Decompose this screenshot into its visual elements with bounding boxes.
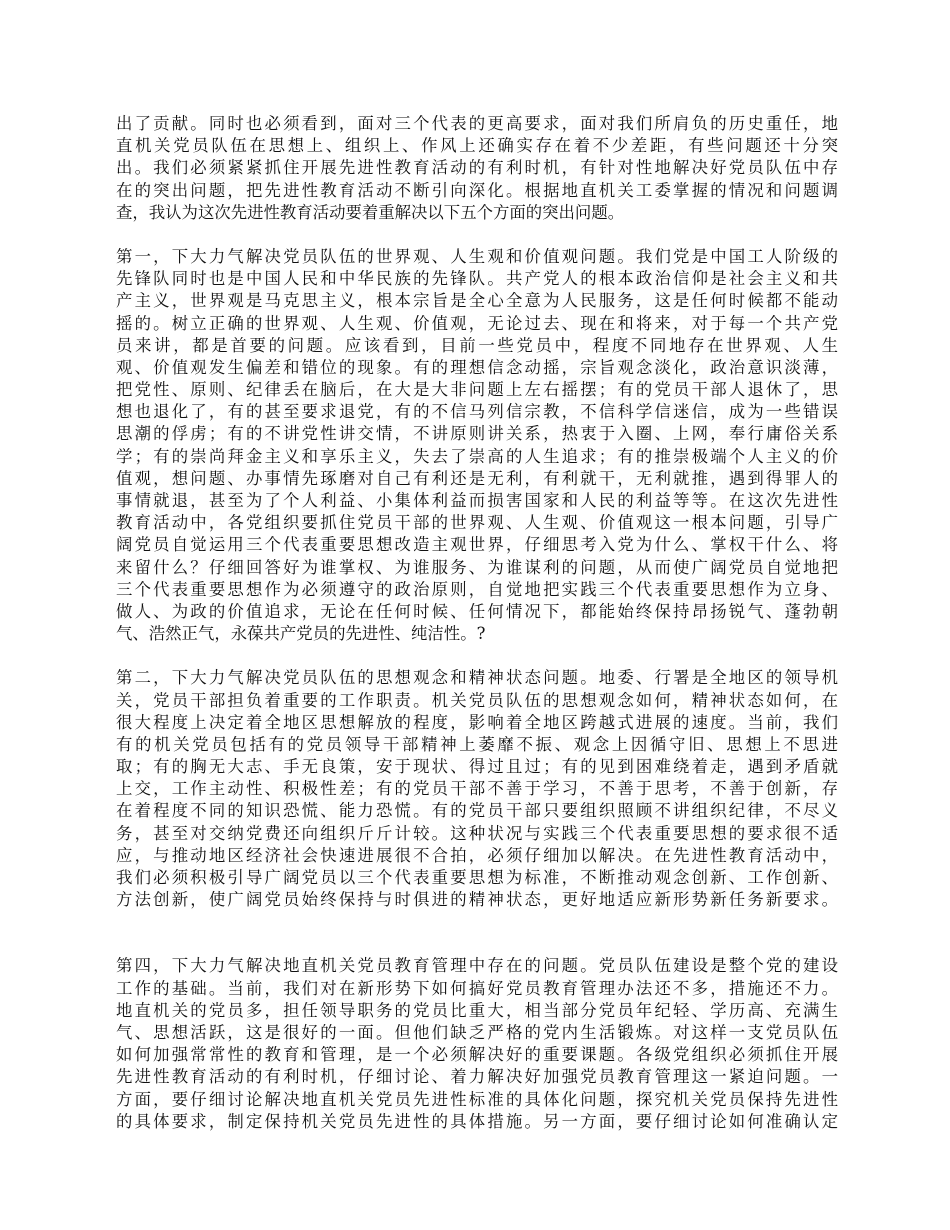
text-line: 方法创新，使广阔党员始终保持与时俱进的精神状态，更好地适应新形势新任务新要求。 <box>116 890 838 910</box>
text-line: 把党性、原则、纪律丢在脑后，在大是大非问题上左右摇摆；有的党员干部人退休了，思 <box>116 380 838 400</box>
text-line: 务，甚至对交纳党费还向组织斤斤计较。这种状况与实践三个代表重要思想的要求很不适 <box>116 823 838 843</box>
text-line: 想也退化了，有的甚至要求退党，有的不信马列信宗教，不信科学信迷信，成为一些错误 <box>116 402 838 422</box>
text-line: 查，我认为这次先进性教育活动要着重解决以下五个方面的突出问题。 <box>116 202 625 222</box>
paragraph-spacer <box>116 911 838 955</box>
text-line: 取；有的胸无大志、手无良策，安于现状、得过且过；有的见到困难绕着走，遇到矛盾就 <box>116 757 838 777</box>
text-line: 关，党员干部担负着重要的工作职责。机关党员队伍的思想观念如何，精神状态如何，在 <box>116 690 838 710</box>
text-line: 观、价值观发生偏差和错位的现象。有的理想信念动摇，宗旨观念淡化，政治意识淡薄， <box>116 357 838 377</box>
text-line: 出了贡献。同时也必须看到，面对三个代表的更高要求，面对我们所肩负的历史重任，地 <box>116 114 838 133</box>
paragraph-spacer <box>116 224 838 246</box>
text-line: 应，与推动地区经济社会快速进展很不合拍，必须仔细加以解决。在先进性教育活动中， <box>116 845 838 865</box>
paragraph-4 <box>116 955 838 1133</box>
text-line: 有的机关党员包括有的党员领导干部精神上萎靡不振、观念上因循守旧、思想上不思进 <box>116 734 838 754</box>
text-line: 事情就退，甚至为了个人利益、小集体利益而损害国家和人民的利益等等。在这次先进性 <box>116 491 838 510</box>
text-line: 地直机关的党员多，担任领导职务的党员比重大，相当部分党员年纪轻、学历高、充满生 <box>116 1000 838 1020</box>
paragraph-1 <box>116 113 838 224</box>
text-line: 很大程度上决定着全地区思想解放的程度，影响着全地区跨越式进展的速度。当前，我们 <box>116 712 838 732</box>
text-line: 工作的基础。当前，我们对在新形势下如何搞好党员教育管理办法还不多，措施还不力。 <box>116 978 838 998</box>
paragraph-2 <box>116 246 838 645</box>
text-line: 在着程度不同的知识恐慌、能力恐慌。有的党员干部只要组织照顾不讲组织纪律，不尽义 <box>116 801 838 821</box>
paragraph-3 <box>116 667 838 911</box>
text-line: 学；有的崇尚拜金主义和享乐主义，失去了崇高的人生追求；有的推崇极端个人主义的价 <box>116 446 838 466</box>
paragraph-spacer <box>116 645 838 667</box>
text-line: 值观，想问题、办事情先琢磨对自己有利还是无利，有利就干，无利就推，遇到得罪人的 <box>116 468 838 488</box>
text-line: 我们必须积极引导广阔党员以三个代表重要思想为标准，不断推动观念创新、工作创新、 <box>116 868 838 887</box>
text-line: 先锋队同时也是中国人民和中华民族的先锋队。共产党人的根本政治信仰是社会主义和共 <box>116 269 838 289</box>
document-body <box>116 113 838 1133</box>
text-line: 第二，下大力气解决党员队伍的思想观念和精神状态问题。地委、行署是全地区的领导机 <box>116 668 838 688</box>
text-line: 直机关党员队伍在思想上、组织上、作风上还确实存在着不少差距，有些问题还十分突 <box>116 136 838 156</box>
text-line: 产主义，世界观是马克思主义，根本宗旨是全心全意为人民服务，这是任何时候都不能动 <box>116 291 838 311</box>
text-line: 来留什么？仔细回答好为谁掌权、为谁服务、为谁谋利的问题，从而使广阔党员自觉地把 <box>116 557 838 577</box>
text-line: 先进性教育活动的有利时机，仔细讨论、着力解决好加强党员教育管理这一紧迫问题。一 <box>116 1067 838 1087</box>
text-line: 阔党员自觉运用三个代表重要思想改造主观世界，仔细思考入党为什么、掌权干什么、将 <box>116 535 838 555</box>
text-line: 思潮的俘虏；有的不讲党性讲交情，不讲原则讲关系，热衷于入圈、上网，奉行庸俗关系 <box>116 424 838 444</box>
text-line: 第一，下大力气解决党员队伍的世界观、人生观和价值观问题。我们党是中国工人阶级的 <box>116 246 838 266</box>
text-line: 如何加强常常性的教育和管理，是一个必须解决好的重要课题。各级党组织必须抓住开展 <box>116 1045 838 1065</box>
text-line: 在的突出问题，把先进性教育活动不断引向深化。根据地直机关工委掌握的情况和问题调 <box>116 180 838 200</box>
text-line: 教育活动中，各党组织要抓住党员干部的世界观、人生观、价值观这一根本问题，引导广 <box>116 513 838 533</box>
text-line: 的具体要求，制定保持机关党员先进性的具体措施。另一方面，要仔细讨论如何准确认定 <box>116 1111 838 1131</box>
text-line: 出。我们必须紧紧抓住开展先进性教育活动的有利时机，有针对性地解决好党员队伍中存 <box>116 158 838 178</box>
text-line: 摇的。树立正确的世界观、人生观、价值观，无论过去、现在和将来，对于每一个共产党 <box>116 313 838 333</box>
text-line: 员来讲，都是首要的问题。应该看到，目前一些党员中，程度不同地存在世界观、人生 <box>116 335 838 355</box>
text-line: 第四，下大力气解决地直机关党员教育管理中存在的问题。党员队伍建设是整个党的建设 <box>116 956 838 976</box>
text-line: 做人、为政的价值追求，无论在任何时候、任何情况下，都能始终保持昂扬锐气、蓬勃朝 <box>116 601 838 621</box>
text-line: 上交，工作主动性、积极性差；有的党员干部不善于学习，不善于思考，不善于创新，存 <box>116 779 838 799</box>
text-line: 方面，要仔细讨论解决地直机关党员先进性标准的具体化问题，探究机关党员保持先进性 <box>116 1089 838 1109</box>
text-line: 气、浩然正气，永葆共产党员的先进性、纯洁性。? <box>116 624 486 644</box>
text-line: 气、思想活跃，这是很好的一面。但他们缺乏严格的党内生活锻炼。对这样一支党员队伍 <box>116 1022 838 1042</box>
text-line: 三个代表重要思想作为必须遵守的政治原则，自觉地把实践三个代表重要思想作为立身、 <box>116 579 838 599</box>
